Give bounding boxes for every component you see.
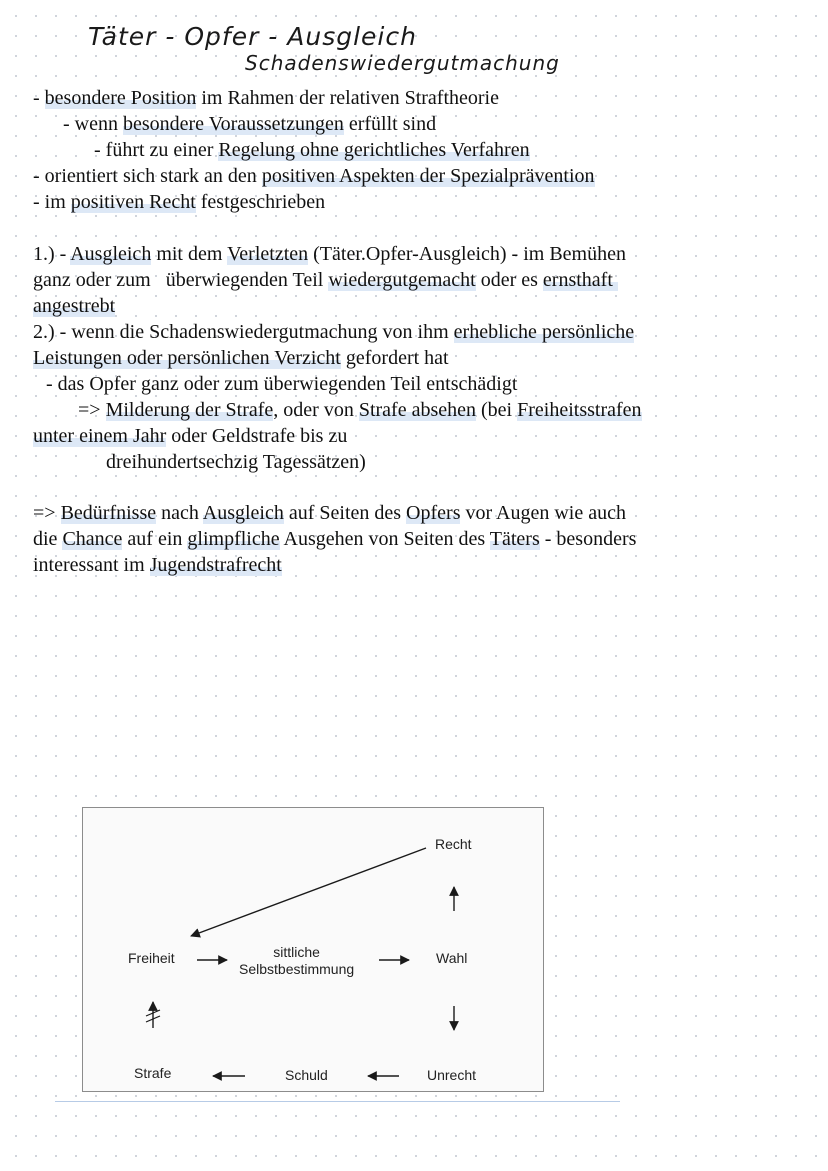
text-line [33, 423, 347, 449]
text-segment: festgeschrieben [195, 191, 326, 213]
text-segment: (Täter.Opfer-Ausgleich) - im Bemühen [308, 243, 626, 265]
text-segment: - [33, 87, 45, 109]
label-unrecht: Unrecht [427, 1067, 477, 1083]
text-segment: interessant im [33, 554, 150, 576]
highlighted-text: positiven Aspekten der Spezialprävention [261, 165, 595, 187]
label-recht: Recht [435, 836, 472, 852]
text-segment: (bei [476, 399, 518, 421]
text-line [33, 319, 634, 345]
highlighted-text: besondere Position [44, 87, 197, 109]
highlighted-text: glimpfliche [187, 528, 280, 550]
divider-line [55, 1101, 620, 1102]
label-sittliche-selbstbestimmung: sittliche Selbstbestimmung [239, 944, 355, 977]
text-line [33, 500, 626, 526]
highlighted-text: Ausgleich [70, 243, 152, 265]
text-segment: 1.) - [33, 243, 71, 265]
text-line [46, 371, 517, 397]
text-line [106, 449, 366, 475]
text-segment: - wenn [63, 113, 123, 135]
text-line [78, 397, 642, 423]
text-line [63, 111, 436, 137]
text-line [94, 137, 530, 163]
highlighted-text: wiedergutgemacht [328, 269, 476, 291]
text-line [33, 267, 618, 293]
highlighted-text: Jugendstrafrecht [149, 554, 282, 576]
highlighted-text: Strafe absehen [358, 399, 477, 421]
highlighted-text: positiven Recht [70, 191, 196, 213]
text-segment: gefordert hat [340, 347, 449, 369]
text-segment: , oder von [273, 399, 359, 421]
highlighted-text: Leistungen oder [33, 347, 168, 369]
text-segment: 2.) - wenn die Schadenswiedergutmachung von ihm [33, 321, 454, 343]
highlighted-text: Milderung der Strafe [105, 399, 274, 421]
text-segment: im Rahmen der relativen Straftheorie [196, 87, 499, 109]
text-segment: vor Augen wie auch [460, 502, 626, 524]
text-line [33, 163, 595, 189]
label-schuld: Schuld [285, 1067, 328, 1083]
highlighted-text: Bedürfnisse [60, 502, 157, 524]
highlighted-text: Ausgleich [202, 502, 284, 524]
highlighted-text: Opfers [406, 502, 461, 524]
text-line [33, 85, 499, 111]
text-segment: => [33, 502, 61, 524]
page-title: Täter - Opfer - Ausgleich [88, 22, 417, 51]
highlighted-text: Freiheitsstrafen [517, 399, 642, 421]
text-segment: - im [33, 191, 71, 213]
text-segment: auf ein [122, 528, 188, 550]
text-line [33, 241, 626, 267]
text-segment: nach [156, 502, 203, 524]
text-line [33, 552, 282, 578]
text-segment: - das Opfer ganz oder zum überwiegenden Teil entschädigt [46, 373, 518, 395]
text-line [33, 526, 636, 552]
text-segment: - besonders [539, 528, 637, 550]
recht-to-freiheit-arrow [191, 848, 426, 936]
highlighted-text: persönlichen Verzicht [167, 347, 341, 369]
text-segment: ganz oder zum überwiegenden Teil [33, 269, 329, 291]
text-line [33, 345, 449, 371]
highlighted-text: Täters [489, 528, 540, 550]
text-segment: oder Geldstrafe bis zu [166, 425, 348, 447]
concept-diagram [82, 807, 544, 1092]
text-segment: oder es [475, 269, 543, 291]
text-segment: dreihundertsechzig Tagessätzen) [106, 451, 366, 473]
highlighted-text: Chance [62, 528, 123, 550]
text-segment: - orientiert sich stark an den [33, 165, 262, 187]
highlighted-text: Verletzten [227, 243, 309, 265]
label-freiheit: Freiheit [128, 950, 175, 966]
text-segment: => [78, 399, 106, 421]
text-segment: die [33, 528, 63, 550]
highlighted-text: angestrebt [33, 295, 116, 317]
label-wahl: Wahl [436, 950, 468, 966]
text-segment: - führt zu einer [94, 139, 219, 161]
text-segment: auf Seiten des [283, 502, 407, 524]
highlighted-text: ernsthaft [542, 269, 618, 291]
page-subtitle: Schadenswiedergutmachung [245, 51, 560, 75]
text-segment: Ausgehen von Seiten des [279, 528, 490, 550]
highlighted-text: erhebliche persönliche [453, 321, 635, 343]
highlighted-text: unter einem Jahr [33, 425, 167, 447]
label-strafe: Strafe [134, 1065, 172, 1081]
text-line [33, 293, 115, 319]
text-line [33, 189, 325, 215]
highlighted-text: besondere Voraussetzungen [122, 113, 344, 135]
text-segment: erfüllt sind [343, 113, 437, 135]
text-segment: mit dem [151, 243, 228, 265]
highlighted-text: Regelung ohne gerichtliches Verfahren [218, 139, 530, 161]
strafe-to-freiheit-negated-arrow [146, 1002, 160, 1028]
